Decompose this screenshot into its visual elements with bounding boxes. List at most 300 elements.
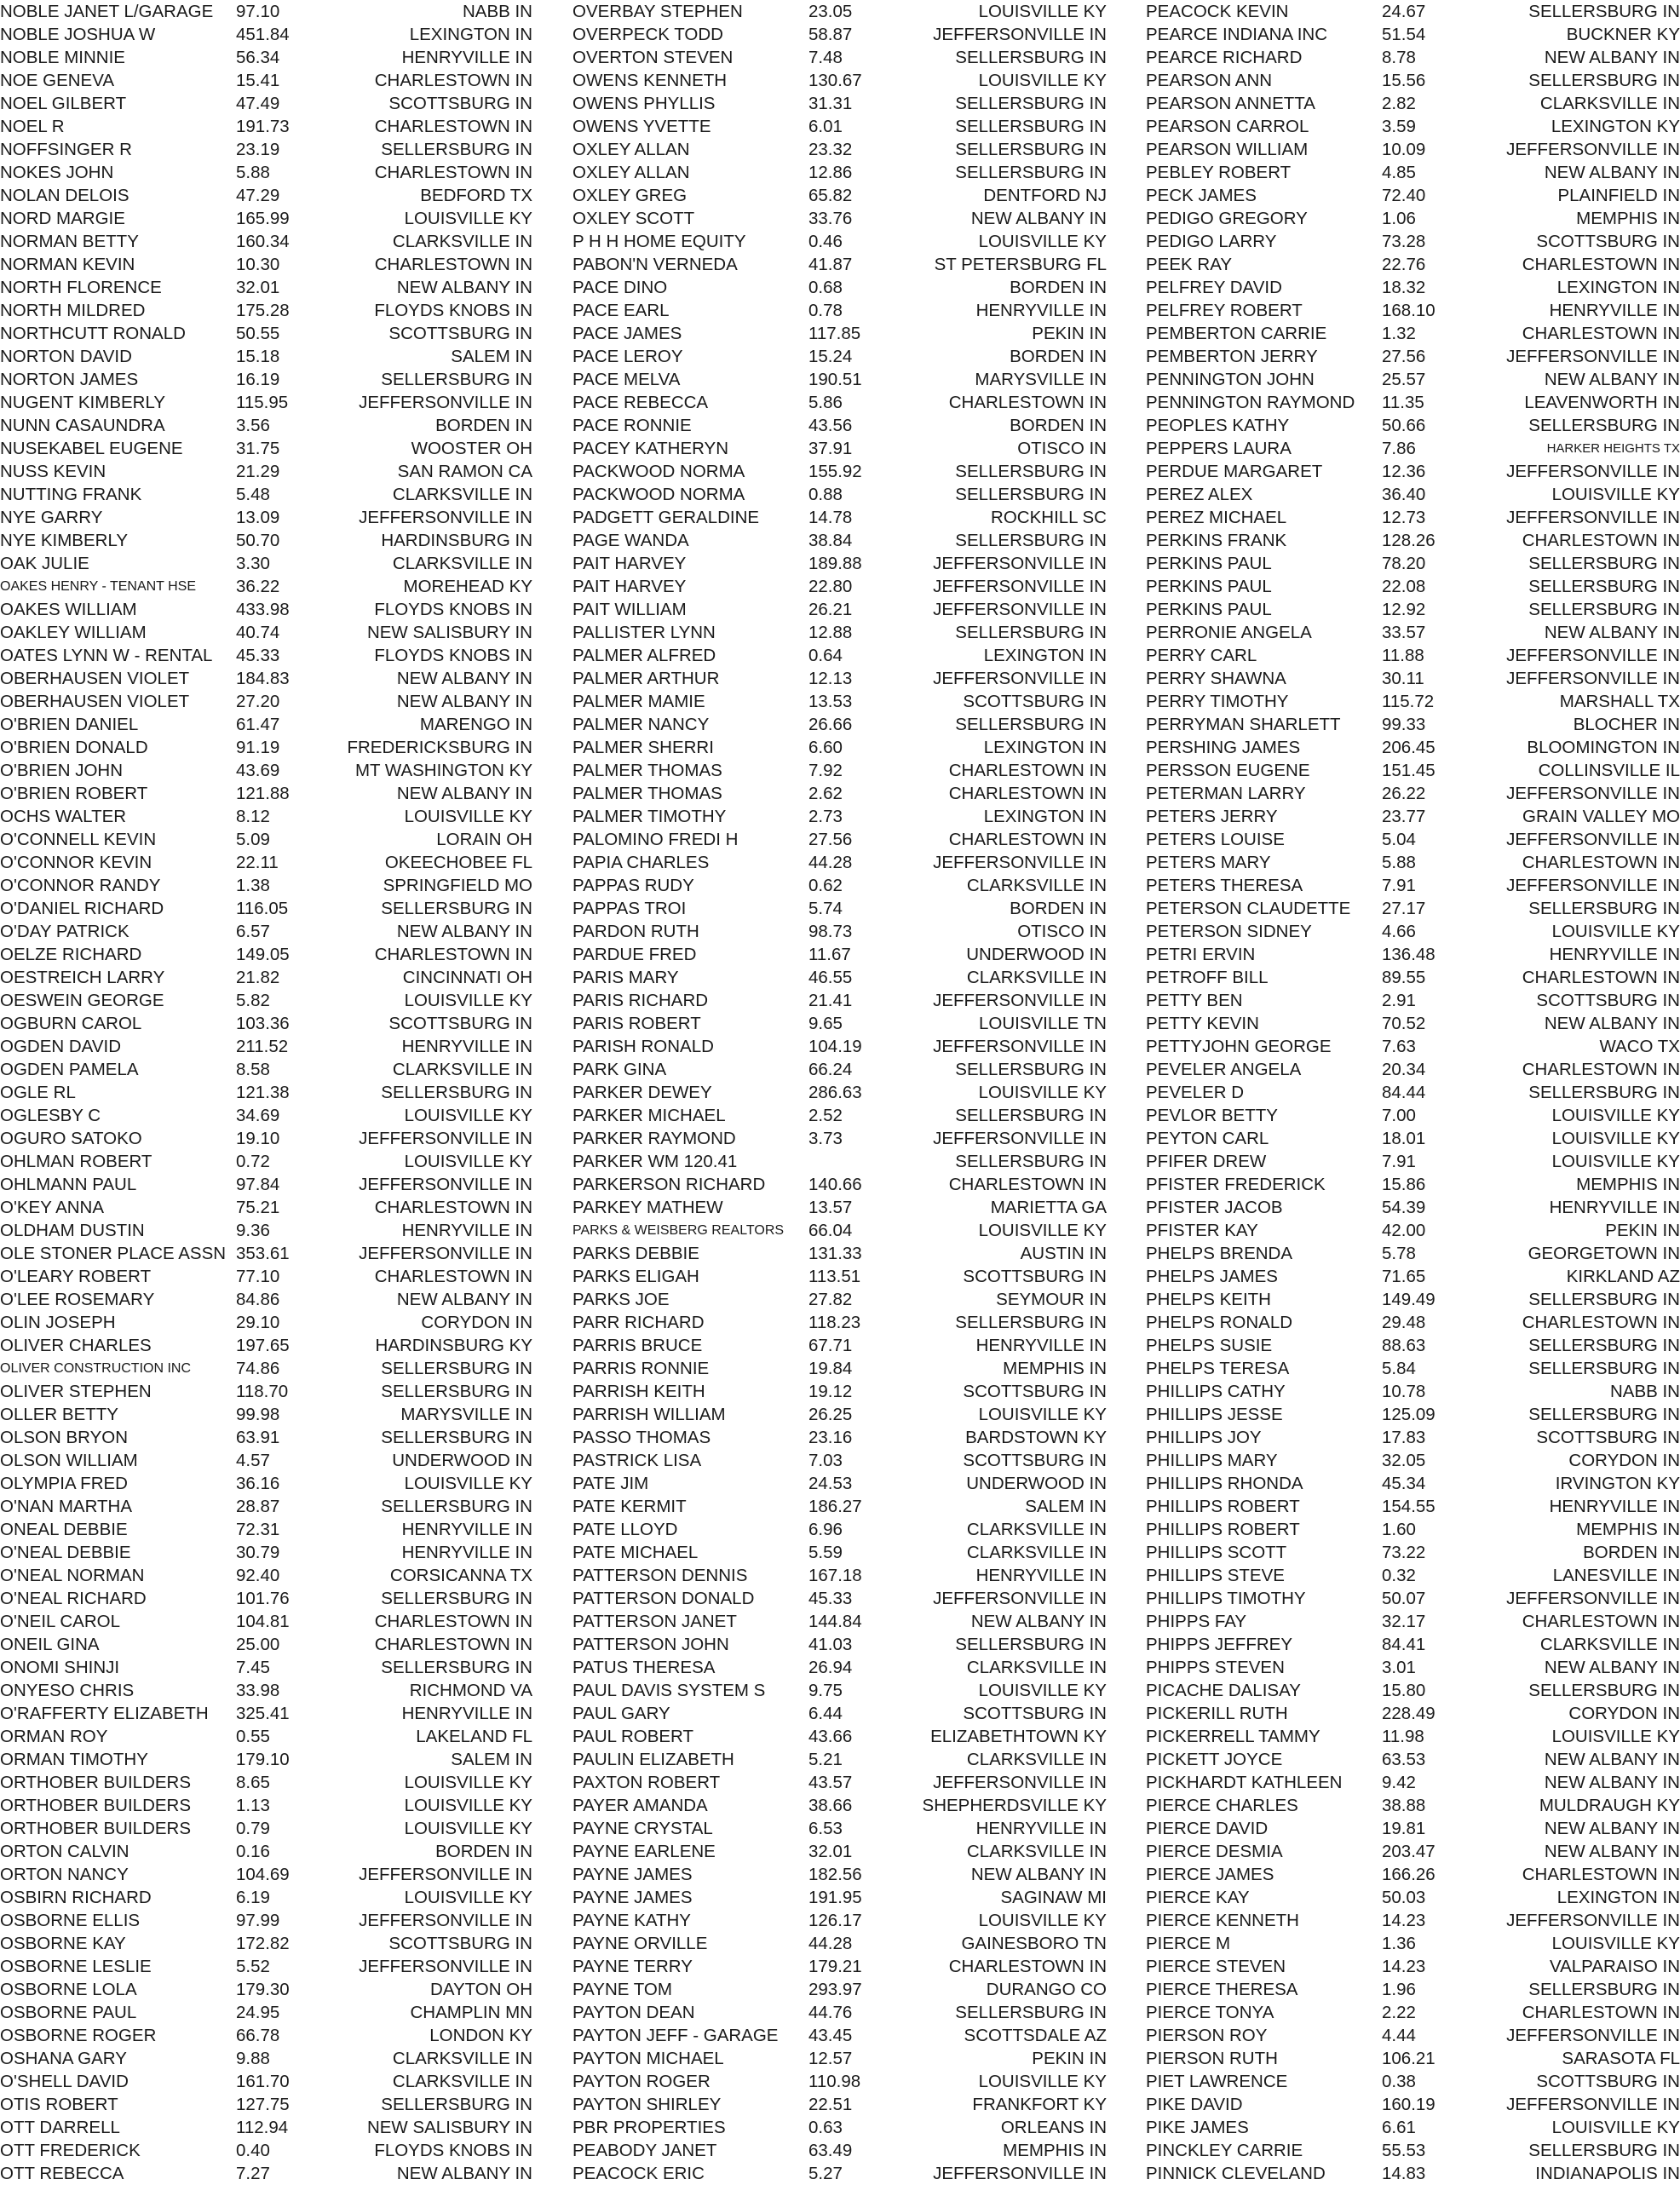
owner-name: PARRIS BRUCE: [572, 1336, 703, 1355]
table-row: [0, 1311, 532, 1334]
amount-value: 97.84: [236, 1175, 280, 1194]
city-state: LOUISVILLE TN: [978, 1014, 1107, 1033]
owner-name: PHELPS RONALD: [1146, 1313, 1293, 1332]
table-row: [1146, 575, 1680, 598]
table-row: [1146, 1311, 1680, 1334]
owner-name: PIKE JAMES: [1146, 2118, 1249, 2137]
amount-value: 44.28: [808, 853, 853, 872]
owner-name: O'LEARY ROBERT: [0, 1267, 152, 1286]
amount-value: 115.95: [236, 393, 289, 412]
city-state: JEFFERSONVILLE IN: [1506, 2095, 1680, 2114]
table-row: [572, 460, 1107, 483]
owner-name: PATUS THERESA: [572, 1658, 716, 1677]
city-state: CLARKSVILLE IN: [966, 1658, 1107, 1677]
owner-name: PIERCE DESMIA: [1146, 1842, 1283, 1861]
amount-value: 15.24: [808, 347, 853, 366]
owner-name: PEREZ ALEX: [1146, 485, 1253, 504]
table-row: [572, 1150, 1107, 1173]
owner-name: PALMER THOMAS: [572, 784, 722, 803]
amount-value: 3.56: [236, 416, 270, 435]
amount-value: 20.34: [1382, 1060, 1426, 1079]
table-row: [1146, 989, 1680, 1012]
owner-name: PERSSON EUGENE: [1146, 761, 1310, 780]
city-state: GRAIN VALLEY MO: [1522, 807, 1680, 826]
amount-value: 5.88: [1382, 853, 1416, 872]
table-row: [1146, 667, 1680, 690]
table-row: [572, 1656, 1107, 1679]
city-state: SELLERSBURG IN: [1528, 1980, 1680, 1999]
city-state: HENRYVILLE IN: [401, 1221, 532, 1240]
amount-value: 22.11: [236, 853, 279, 872]
table-row: [0, 1564, 532, 1587]
table-row: [0, 1104, 532, 1127]
city-state: BLOCHER IN: [1573, 715, 1680, 734]
table-row: [1146, 1449, 1680, 1472]
owner-name: PALMER NANCY: [572, 715, 710, 734]
city-state: CHARLESTOWN IN: [374, 1612, 532, 1631]
owner-name: PAYTON ROGER: [572, 2072, 711, 2091]
city-state: CHARLESTOWN IN: [1522, 1313, 1680, 1332]
amount-value: 10.78: [1382, 1382, 1426, 1401]
owner-name: OLDHAM DUSTIN: [0, 1221, 145, 1240]
amount-value: 2.73: [808, 807, 843, 826]
owner-name: PETTY BEN: [1146, 991, 1243, 1010]
city-state: SCOTTSDALE AZ: [964, 2026, 1107, 2045]
city-state: NEW ALBANY IN: [1544, 1773, 1680, 1792]
owner-name: PARRIS RONNIE: [572, 1359, 710, 1378]
amount-value: 8.58: [236, 1060, 270, 1079]
table-row: [1146, 1679, 1680, 1702]
owner-name: PEDIGO LARRY: [1146, 232, 1277, 251]
city-state: LOUISVILLE KY: [404, 1474, 532, 1493]
amount-value: 4.85: [1382, 163, 1416, 182]
table-row: [0, 1909, 532, 1932]
amount-value: 21.82: [236, 968, 280, 987]
owner-name: ORTON CALVIN: [0, 1842, 129, 1861]
table-row: [572, 437, 1107, 460]
amount-value: 33.98: [236, 1681, 280, 1700]
table-row: [572, 184, 1107, 207]
table-row: [0, 322, 532, 345]
amount-value: 7.86: [1382, 439, 1416, 458]
owner-name: OGLESBY C: [0, 1106, 101, 1125]
amount-value: 28.87: [236, 1497, 280, 1516]
table-row: [1146, 828, 1680, 851]
owner-name: PARRISH KEITH: [572, 1382, 705, 1401]
city-state: JEFFERSONVILLE IN: [359, 1957, 532, 1976]
city-state: LOUISVILLE KY: [978, 2072, 1107, 2091]
table-row: [1146, 138, 1680, 161]
amount-value: 66.78: [236, 2026, 280, 2045]
city-state: SELLERSBURG IN: [955, 140, 1107, 159]
amount-value: 36.16: [236, 1474, 280, 1493]
owner-name: PARIS MARY: [572, 968, 679, 987]
amount-value: 0.64: [808, 646, 843, 665]
table-row: [572, 897, 1107, 920]
amount-value: 106.21: [1382, 2049, 1435, 2068]
city-state: CLARKSVILLE IN: [392, 2049, 532, 2068]
table-row: [572, 1863, 1107, 1886]
owner-name: NUSEKABEL EUGENE: [0, 439, 183, 458]
owner-name: PEEK RAY: [1146, 255, 1233, 274]
owner-name: NOKES JOHN: [0, 163, 114, 182]
amount-value: 22.76: [1382, 255, 1426, 274]
table-row: [572, 1196, 1107, 1219]
table-row: [572, 345, 1107, 368]
table-row: [572, 483, 1107, 506]
table-row: [0, 1196, 532, 1219]
table-row: [1146, 0, 1680, 23]
owner-name: OXLEY GREG: [572, 186, 688, 205]
owner-name: OBERHAUSEN VIOLET: [0, 692, 190, 711]
amount-value: 3.59: [1382, 117, 1416, 136]
city-state: SELLERSBURG IN: [955, 94, 1107, 113]
amount-value: 126.17: [808, 1911, 862, 1930]
city-state: SELLERSBURG IN: [955, 623, 1107, 642]
city-state: HENRYVILLE IN: [1549, 1497, 1680, 1516]
table-row: [1146, 2024, 1680, 2047]
amount-value: 30.79: [236, 1543, 280, 1562]
owner-name: OLIVER CONSTRUCTION INC: [0, 1361, 192, 1376]
amount-value: 228.49: [1382, 1704, 1435, 1723]
owner-name: OCHS WALTER: [0, 807, 127, 826]
owner-name: PEVLOR BETTY: [1146, 1106, 1278, 1125]
owner-name: PAIT HARVEY: [572, 554, 687, 573]
table-row: [0, 943, 532, 966]
table-row: [1146, 460, 1680, 483]
table-row: [0, 966, 532, 989]
amount-value: 116.05: [236, 899, 289, 918]
amount-value: 0.62: [808, 876, 843, 895]
table-row: [1146, 1472, 1680, 1495]
table-row: [0, 414, 532, 437]
table-row: [1146, 92, 1680, 115]
owner-name: OLIVER STEPHEN: [0, 1382, 152, 1401]
owner-name: PEBLEY ROBERT: [1146, 163, 1292, 182]
city-state: CHARLESTOWN IN: [1522, 968, 1680, 987]
table-row: [0, 46, 532, 69]
owner-name: ONOMI SHINJI: [0, 1658, 120, 1677]
owner-name: NORTH MILDRED: [0, 301, 146, 320]
owner-name: PIERSON ROY: [1146, 2026, 1268, 2045]
amount-value: 23.19: [236, 140, 280, 159]
city-state: CLARKSVILLE IN: [1539, 94, 1680, 113]
owner-name: PACE MELVA: [572, 370, 681, 389]
table-row: [572, 46, 1107, 69]
owner-name: NORTON JAMES: [0, 370, 139, 389]
table-row: [1146, 1403, 1680, 1426]
city-state: SELLERSBURG IN: [1528, 899, 1680, 918]
amount-value: 149.05: [236, 945, 290, 964]
owner-name: PAPPAS RUDY: [572, 876, 694, 895]
amount-value: 0.16: [236, 1842, 270, 1861]
amount-value: 179.30: [236, 1980, 290, 1999]
owner-name: OTT REBECCA: [0, 2164, 124, 2183]
owner-name: PEABODY JANET: [572, 2141, 717, 2160]
table-row: [0, 1748, 532, 1771]
table-row: [0, 1403, 532, 1426]
table-row: [1146, 1771, 1680, 1794]
city-state: HENRYVILLE IN: [1549, 301, 1680, 320]
amount-value: 0.88: [808, 485, 843, 504]
city-state: JEFFERSONVILLE IN: [1506, 1911, 1680, 1930]
amount-value: 1.60: [1382, 1520, 1416, 1539]
table-row: [572, 1541, 1107, 1564]
city-state: SELLERSBURG IN: [381, 370, 532, 389]
table-row: [572, 2024, 1107, 2047]
city-state: NABB IN: [462, 2, 532, 21]
table-row: [572, 506, 1107, 529]
table-row: [572, 575, 1107, 598]
owner-name: PERRY TIMOTHY: [1146, 692, 1289, 711]
table-row: [572, 1104, 1107, 1127]
amount-value: 45.33: [236, 646, 280, 665]
owner-name: O'BRIEN DONALD: [0, 738, 148, 757]
owner-name: NOFFSINGER R: [0, 140, 132, 159]
city-state: SCOTTSBURG IN: [963, 1382, 1107, 1401]
amount-value: 26.22: [1382, 784, 1426, 803]
amount-value: 43.69: [236, 761, 280, 780]
table-row: [0, 690, 532, 713]
table-row: [1146, 1012, 1680, 1035]
amount-value: 168.10: [1382, 301, 1435, 320]
table-row: [572, 1932, 1107, 1955]
amount-value: 110.98: [808, 2072, 861, 2091]
table-row: [0, 1219, 532, 1242]
table-row: [572, 1380, 1107, 1403]
owner-name: PALOMINO FREDI H: [572, 830, 739, 849]
city-state: NEW ALBANY IN: [1544, 623, 1680, 642]
owner-name: OWENS YVETTE: [572, 117, 711, 136]
owner-name: O'CONNOR RANDY: [0, 876, 161, 895]
table-row: [572, 1564, 1107, 1587]
owner-name: PACE RONNIE: [572, 416, 692, 435]
owner-name: PARDON RUTH: [572, 922, 699, 941]
city-state: LOUISVILLE KY: [404, 1796, 532, 1815]
amount-value: 67.71: [808, 1336, 853, 1355]
city-state: CHARLESTOWN IN: [374, 117, 532, 136]
city-state: CHARLESTOWN IN: [1522, 1060, 1680, 1079]
table-row: [572, 1058, 1107, 1081]
amount-value: 6.61: [1382, 2118, 1416, 2137]
owner-name: ORTON NANCY: [0, 1865, 129, 1884]
city-state: SHEPHERDSVILLE KY: [922, 1796, 1107, 1815]
city-state: MARENGO IN: [419, 715, 532, 734]
city-state: JEFFERSONVILLE IN: [359, 1911, 532, 1930]
table-row: [572, 2001, 1107, 2024]
owner-name: PEARSON ANN: [1146, 71, 1273, 90]
amount-value: 211.52: [236, 1037, 289, 1056]
table-row: [572, 161, 1107, 184]
city-state: JEFFERSONVILLE IN: [1506, 347, 1680, 366]
amount-value: 5.88: [236, 163, 270, 182]
amount-value: 84.44: [1382, 1083, 1426, 1102]
owner-name: O'NEAL DEBBIE: [0, 1543, 131, 1562]
table-row: [572, 943, 1107, 966]
amount-value: 154.55: [1382, 1497, 1435, 1516]
city-state: CORYDON IN: [1568, 1704, 1680, 1723]
owner-name: PACE EARL: [572, 301, 670, 320]
city-state: FLOYDS KNOBS IN: [374, 646, 532, 665]
owner-name: PARIS RICHARD: [572, 991, 709, 1010]
table-row: [0, 1932, 532, 1955]
table-row: [572, 644, 1107, 667]
table-row: [0, 1633, 532, 1656]
owner-name: PAYTON SHIRLEY: [572, 2095, 722, 2114]
city-state: HENRYVILLE IN: [975, 1336, 1107, 1355]
amount-value: 6.57: [236, 922, 270, 941]
table-row: [1146, 414, 1680, 437]
amount-value: 89.55: [1382, 968, 1426, 987]
owner-name: PATTERSON JOHN: [572, 1635, 729, 1654]
amount-value: 15.18: [236, 347, 280, 366]
table-row: [572, 1173, 1107, 1196]
amount-value: 9.42: [1382, 1773, 1416, 1792]
amount-value: 25.00: [236, 1635, 280, 1654]
amount-value: 121.38: [236, 1083, 290, 1102]
city-state: SALEM IN: [1025, 1497, 1107, 1516]
table-row: [0, 1035, 532, 1058]
amount-value: 17.83: [1382, 1428, 1426, 1447]
owner-name: OXLEY ALLAN: [572, 140, 690, 159]
owner-name: PHILLIPS SCOTT: [1146, 1543, 1287, 1562]
city-state: CHARLESTOWN IN: [374, 945, 532, 964]
owner-name: PAYNE JAMES: [572, 1865, 693, 1884]
owner-name: PEREZ MICHAEL: [1146, 508, 1287, 527]
table-row: [572, 1725, 1107, 1748]
owner-name: PFISTER FREDERICK: [1146, 1175, 1326, 1194]
amount-value: 18.01: [1382, 1129, 1426, 1148]
amount-value: 104.19: [808, 1037, 862, 1056]
owner-name: OAK JULIE: [0, 554, 89, 573]
owner-name: PERSHING JAMES: [1146, 738, 1301, 757]
owner-name: PASTRICK LISA: [572, 1451, 702, 1470]
owner-name: NOEL R: [0, 117, 65, 136]
table-row: [572, 621, 1107, 644]
owner-name: OGLE RL: [0, 1083, 76, 1102]
amount-value: 130.67: [808, 71, 862, 90]
city-state: VALPARAISO IN: [1549, 1957, 1680, 1976]
city-state: SELLERSBURG IN: [955, 163, 1107, 182]
amount-value: 451.84: [236, 25, 290, 44]
table-row: [1146, 1334, 1680, 1357]
amount-value: 5.27: [808, 2164, 843, 2183]
owner-name: PEACOCK KEVIN: [1146, 2, 1289, 21]
table-row: [0, 0, 532, 23]
city-state: CHARLESTOWN IN: [374, 1635, 532, 1654]
city-state: LOUISVILLE KY: [404, 1819, 532, 1838]
city-state: SPRINGFIELD MO: [383, 876, 532, 895]
city-state: JEFFERSONVILLE IN: [1506, 140, 1680, 159]
amount-value: 2.62: [808, 784, 843, 803]
city-state: FRANKFORT KY: [972, 2095, 1107, 2114]
owner-name: OLSON WILLIAM: [0, 1451, 138, 1470]
owner-name: NOLAN DELOIS: [0, 186, 129, 205]
owner-name: OGBURN CAROL: [0, 1014, 142, 1033]
city-state: JEFFERSONVILLE IN: [359, 1865, 532, 1884]
owner-name: PARKER DEWEY: [572, 1083, 712, 1102]
owner-name: OXLEY SCOTT: [572, 209, 695, 228]
amount-value: 0.46: [808, 232, 843, 251]
city-state: CHARLESTOWN IN: [374, 71, 532, 90]
owner-name: PAYNE JAMES: [572, 1888, 693, 1907]
city-state: LEXINGTON IN: [1556, 278, 1680, 297]
city-state: SELLERSBURG IN: [381, 899, 532, 918]
owner-name: PEARCE INDIANA INC: [1146, 25, 1328, 44]
city-state: SELLERSBURG IN: [381, 1382, 532, 1401]
amount-value: 165.99: [236, 209, 290, 228]
table-row: [1146, 1196, 1680, 1219]
table-row: [0, 851, 532, 874]
city-state: CHARLESTOWN IN: [948, 1957, 1107, 1976]
city-state: OKEECHOBEE FL: [384, 853, 532, 872]
amount-value: 26.94: [808, 1658, 853, 1677]
table-row: [572, 1495, 1107, 1518]
amount-value: 24.53: [808, 1474, 853, 1493]
amount-value: 191.95: [808, 1888, 862, 1907]
amount-value: 32.05: [1382, 1451, 1426, 1470]
city-state: SELLERSBURG IN: [1528, 1405, 1680, 1424]
owner-name: OBERHAUSEN VIOLET: [0, 669, 190, 688]
owner-name: PETERSON SIDNEY: [1146, 922, 1312, 941]
owner-name: PETERS JERRY: [1146, 807, 1278, 826]
owner-name: PERRY SHAWNA: [1146, 669, 1286, 688]
table-row: [572, 1403, 1107, 1426]
city-state: JEFFERSONVILLE IN: [359, 1244, 532, 1263]
owner-name: PERRONIE ANGELA: [1146, 623, 1312, 642]
owner-name: NUTTING FRANK: [0, 485, 142, 504]
table-row: [1146, 115, 1680, 138]
owner-name: PACEY KATHERYN: [572, 439, 729, 458]
table-row: [572, 299, 1107, 322]
amount-value: 191.73: [236, 117, 290, 136]
table-row: [572, 989, 1107, 1012]
table-row: [1146, 529, 1680, 552]
amount-value: 7.63: [1382, 1037, 1416, 1056]
amount-value: 8.12: [236, 807, 270, 826]
table-row: [0, 299, 532, 322]
amount-value: 11.88: [1382, 646, 1424, 665]
amount-value: 206.45: [1382, 738, 1435, 757]
table-row: [1146, 713, 1680, 736]
owner-name: NORTON DAVID: [0, 347, 132, 366]
city-state: SELLERSBURG IN: [1528, 577, 1680, 596]
city-state: JEFFERSONVILLE IN: [1506, 646, 1680, 665]
table-row: [0, 92, 532, 115]
city-state: MEMPHIS IN: [1576, 1520, 1680, 1539]
owner-name: OTT FREDERICK: [0, 2141, 141, 2160]
owner-name: PARIS ROBERT: [572, 1014, 701, 1033]
table-row: [1146, 1173, 1680, 1196]
city-state: CHAMPLIN MN: [410, 2003, 532, 2022]
amount-value: 13.09: [236, 508, 280, 527]
table-row: [0, 2093, 532, 2116]
owner-name: PALMER SHERRI: [572, 738, 714, 757]
owner-name: O'RAFFERTY ELIZABETH: [0, 1704, 209, 1723]
city-state: BORDEN IN: [1010, 278, 1107, 297]
amount-value: 84.86: [236, 1290, 280, 1309]
owner-name: OLLER BETTY: [0, 1405, 118, 1424]
owner-name: O'LEE ROSEMARY: [0, 1290, 155, 1309]
table-row: [1146, 1242, 1680, 1265]
owner-name: PARR RICHARD: [572, 1313, 705, 1332]
table-row: [1146, 1104, 1680, 1127]
amount-value: 101.76: [236, 1589, 290, 1608]
city-state: LEXINGTON IN: [983, 807, 1107, 826]
amount-value: 2.22: [1382, 2003, 1416, 2022]
amount-value: 25.57: [1382, 370, 1426, 389]
city-state: BUCKNER KY: [1566, 25, 1680, 44]
